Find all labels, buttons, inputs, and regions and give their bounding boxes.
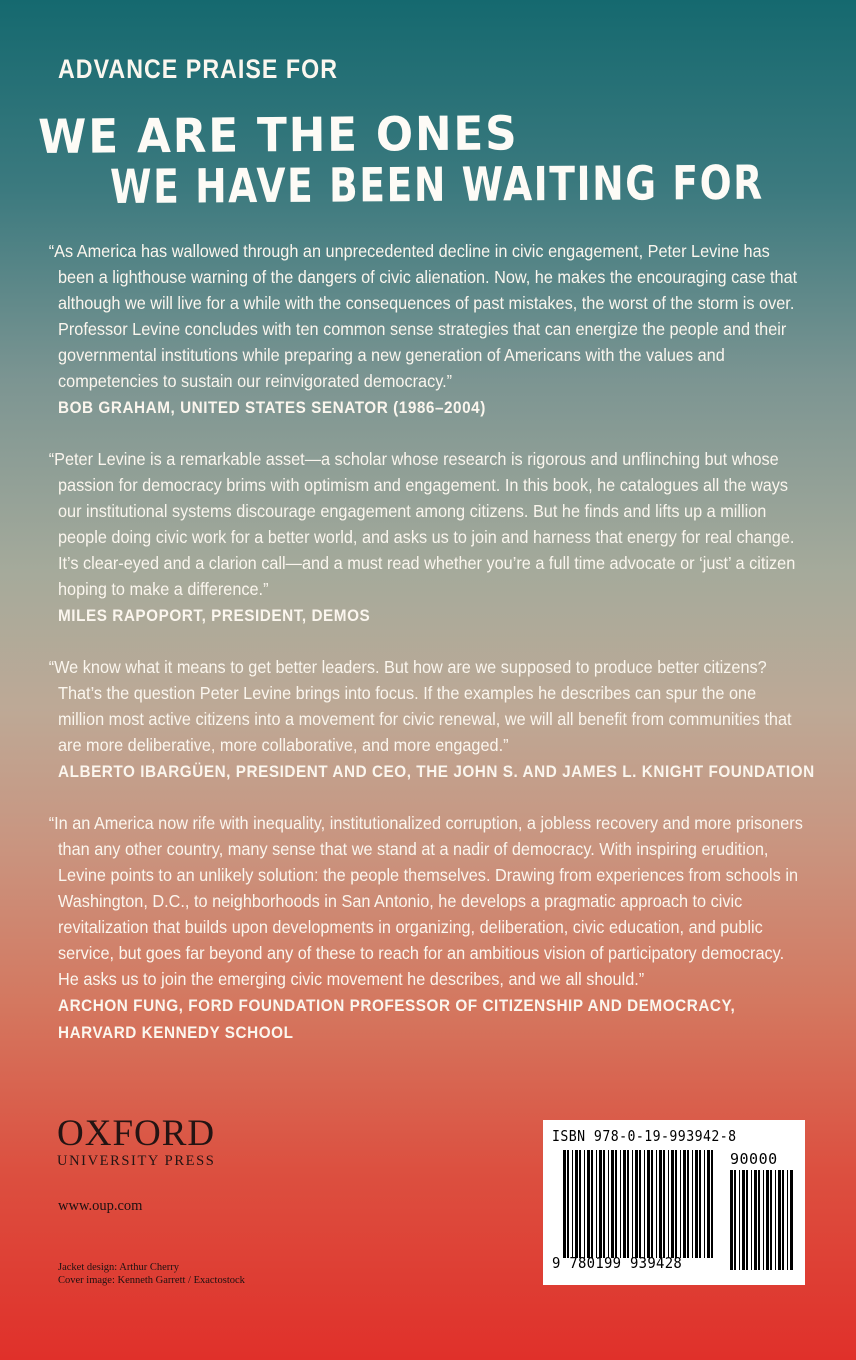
barcode-bar bbox=[668, 1150, 669, 1258]
barcode-bar bbox=[644, 1150, 645, 1258]
barcode-bar bbox=[591, 1150, 593, 1258]
barcode-bar bbox=[775, 1170, 776, 1270]
praise-quote bbox=[48, 446, 803, 629]
publisher-name: OXFORD bbox=[57, 1113, 216, 1154]
quote-attribution-continued: HARVARD KENNEDY SCHOOL bbox=[58, 1023, 294, 1042]
barcode-bar bbox=[758, 1170, 760, 1270]
barcode-bar bbox=[739, 1170, 740, 1270]
cover-credits bbox=[58, 1261, 245, 1287]
barcode-bar bbox=[695, 1150, 698, 1258]
barcode-bar bbox=[659, 1150, 662, 1258]
book-title-line-1: WE ARE THE ONES bbox=[38, 106, 519, 165]
barcode-bar bbox=[567, 1150, 569, 1258]
quote-attribution: ALBERTO IBARGÜEN, PRESIDENT AND CEO, THE JOHN S. AND JAMES L. KNIGHT FOUNDATION bbox=[58, 762, 815, 781]
barcode-bar bbox=[687, 1150, 689, 1258]
barcode-bar bbox=[599, 1150, 602, 1258]
kicker-heading: ADVANCE PRAISE FOR bbox=[58, 54, 339, 84]
barcode-bar bbox=[579, 1150, 581, 1258]
barcode-bar bbox=[711, 1150, 713, 1258]
quote-attribution: ARCHON FUNG, FORD FOUNDATION PROFESSOR OF CITIZENSHIP AND DEMOCRACY, bbox=[58, 996, 736, 1015]
barcode-bar bbox=[734, 1170, 736, 1270]
barcode-bar bbox=[742, 1170, 745, 1270]
praise-quote bbox=[48, 810, 803, 1046]
barcode-bar bbox=[751, 1170, 752, 1270]
barcode-bar bbox=[778, 1170, 781, 1270]
barcode-bar bbox=[656, 1150, 657, 1258]
isbn-barcode bbox=[543, 1120, 805, 1285]
barcode-bar bbox=[608, 1150, 609, 1258]
barcode-bar bbox=[787, 1170, 788, 1270]
barcode-bar bbox=[707, 1150, 710, 1258]
price-code: 90000 bbox=[730, 1150, 778, 1168]
quote-text: “In an America now rife with inequality, institutionalized corruption, a jobless recovery and more prisoners than any other country, many sense that we stand at a nadir of democracy. With inspiring erudition, Levine points to an unlikely solution: the people themselves. Drawing from experiences from schools in Washington, D.C., to neighborhoods in San Antonio, he develops a pragmatic approach to civic revitalization that builds upon developments in organizing, deliberation, civic education, and public service, but goes far beyond any of these to reach for an ambitious vision of participatory democracy. He asks us to join the emerging civic movement he describes, and we all should.” bbox=[48, 813, 803, 989]
barcode-bar bbox=[730, 1170, 733, 1270]
cover-image-credit: Cover image: Kenneth Garrett / Exactostock bbox=[58, 1275, 245, 1286]
praise-quote bbox=[48, 654, 815, 785]
barcode-bar bbox=[639, 1150, 641, 1258]
barcode-bar bbox=[671, 1150, 674, 1258]
barcode-bar bbox=[587, 1150, 590, 1258]
barcode-bar bbox=[746, 1170, 748, 1270]
barcode-bar bbox=[632, 1150, 633, 1258]
barcode-bar bbox=[790, 1170, 793, 1270]
barcode-bar bbox=[635, 1150, 638, 1258]
barcode-bar bbox=[620, 1150, 621, 1258]
barcode-bar bbox=[627, 1150, 629, 1258]
barcode-bar bbox=[770, 1170, 772, 1270]
quote-text: “We know what it means to get better leaders. But how are we supposed to produce better citizens? That’s the question Peter Levine brings into focus. If the examples he describes can spur the one million most active citizens into a movement for civic renewal, we will all benefit from communities that are more deliberative, more collaborative, and more engaged.” bbox=[48, 657, 792, 755]
barcode-bar bbox=[596, 1150, 597, 1258]
barcode-bar bbox=[782, 1170, 784, 1270]
quote-attribution: MILES RAPOPORT, PRESIDENT, DEMOS bbox=[58, 606, 371, 625]
barcode-bar bbox=[704, 1150, 705, 1258]
barcode-bar bbox=[680, 1150, 681, 1258]
barcode-bar bbox=[575, 1150, 578, 1258]
barcode-bar bbox=[763, 1170, 764, 1270]
jacket-credit: Jacket design: Arthur Cherry bbox=[58, 1262, 180, 1273]
praise-quote bbox=[48, 238, 803, 421]
barcode-bar bbox=[615, 1150, 617, 1258]
publisher-subname: UNIVERSITY PRESS bbox=[57, 1153, 216, 1169]
barcode-bar bbox=[572, 1150, 573, 1258]
barcode-bar bbox=[623, 1150, 626, 1258]
barcode-bar bbox=[766, 1170, 769, 1270]
barcode-bar bbox=[692, 1150, 693, 1258]
barcode-bar bbox=[675, 1150, 677, 1258]
barcode-bar bbox=[563, 1150, 566, 1258]
ean-digits: 9 780199 939428 bbox=[552, 1254, 683, 1272]
isbn-label: ISBN 978-0-19-993942-8 bbox=[552, 1127, 737, 1145]
quote-attribution: BOB GRAHAM, UNITED STATES SENATOR (1986–2004) bbox=[58, 398, 486, 417]
book-title-line-2: WE HAVE BEEN WAITING FOR bbox=[110, 155, 764, 215]
barcode-bar bbox=[683, 1150, 686, 1258]
barcode-bar bbox=[663, 1150, 665, 1258]
barcode-bar bbox=[603, 1150, 605, 1258]
barcode-bar bbox=[584, 1150, 585, 1258]
barcode-bar bbox=[647, 1150, 650, 1258]
publisher-logo bbox=[57, 1113, 216, 1170]
barcode-bar bbox=[754, 1170, 757, 1270]
quote-text: “As America has wallowed through an unprecedented decline in civic engagement, Peter Levine has been a lighthouse warning of the dangers of civic alienation. Now, he makes the encouraging case that although we will live for a while with the consequences of past mistakes, the worst of the storm is over. Professor Levine concludes with ten common sense strategies that can energize the people and their governmental institutions while preparing a new generation of Americans with the values and competencies to sustain our reinvigorated democracy.” bbox=[48, 241, 798, 391]
barcode-bar bbox=[651, 1150, 653, 1258]
barcode-bar bbox=[699, 1150, 701, 1258]
publisher-url: www.oup.com bbox=[58, 1198, 143, 1214]
barcode-bar bbox=[611, 1150, 614, 1258]
quote-text: “Peter Levine is a remarkable asset—a scholar whose research is rigorous and unflinching but whose passion for democracy brims with optimism and engagement. In this book, he catalogues all the ways our institutional systems discourage engagement among citizens. But he finds and lifts up a million people doing civic work for a better world, and asks us to join and harness that energy for real change. It’s clear-eyed and a clarion call—and a must read whether you’re a full time advocate or ‘just’ a citizen hoping to make a difference.” bbox=[48, 449, 796, 599]
